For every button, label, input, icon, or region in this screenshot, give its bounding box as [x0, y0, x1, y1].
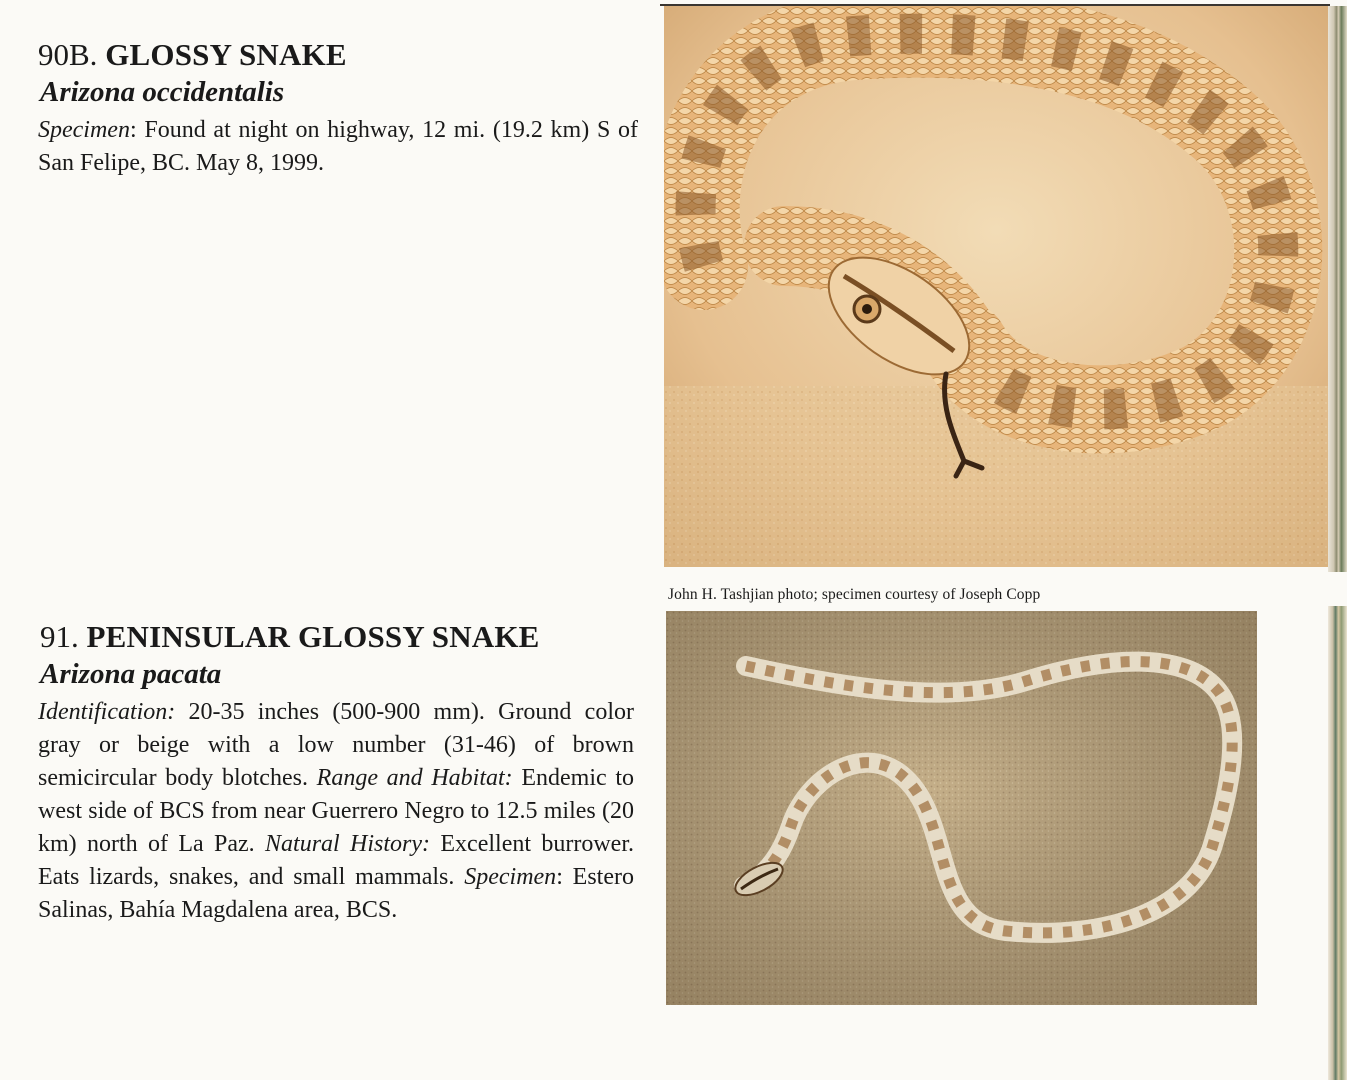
range-habitat-label: Range and Habitat: [316, 765, 513, 791]
specimen-label: Specimen [38, 117, 130, 143]
page-edge-bottom [1328, 606, 1347, 1080]
identification-text: 20-35 inches (500-900 mm). Ground color gray or beige with a low number (31-46) of brown semicircular body blotches. [38, 699, 634, 791]
entry-91-heading [40, 618, 638, 656]
glossy-snake-illustration [664, 6, 1328, 567]
natural-history-label: Natural History: [265, 831, 431, 857]
scientific-name: Arizona pacata [40, 658, 222, 690]
identification-label: Identification: [38, 699, 176, 725]
scientific-name: Arizona occidentalis [40, 76, 285, 108]
specimen-text: : Estero Salinas, Bahía Magdalena area, BCS. [38, 864, 634, 923]
entry-90b-heading [38, 36, 638, 74]
common-name: PENINSULAR GLOSSY SNAKE [86, 619, 540, 654]
specimen-label: Specimen [464, 864, 557, 890]
entry-91 [38, 618, 638, 927]
glossy-snake-photo [664, 6, 1328, 567]
peninsular-glossy-snake-illustration [666, 611, 1257, 1005]
entry-number: 91. [40, 619, 79, 654]
entry-90b-paragraph [38, 114, 638, 180]
photo-credit: John H. Tashjian photo; specimen courtesy of Joseph Copp [668, 586, 1041, 603]
entry-90b [38, 36, 638, 180]
page-edge-top [1328, 6, 1347, 572]
range-habitat-text: Endemic to west side of BCS from near Guerrero Negro to 12.5 miles (20 km) north of La Paz. [38, 765, 635, 857]
peninsular-glossy-snake-photo [666, 611, 1257, 1005]
natural-history-text: Excellent burrower. Eats lizards, snakes, and small mammals. [38, 831, 634, 890]
entry-number: 90B. [38, 37, 98, 72]
entry-91-paragraph [38, 696, 634, 927]
common-name: GLOSSY SNAKE [105, 37, 347, 72]
specimen-text: : Found at night on highway, 12 mi. (19.2 km) S of San Felipe, BC. May 8, 1999. [38, 117, 638, 176]
